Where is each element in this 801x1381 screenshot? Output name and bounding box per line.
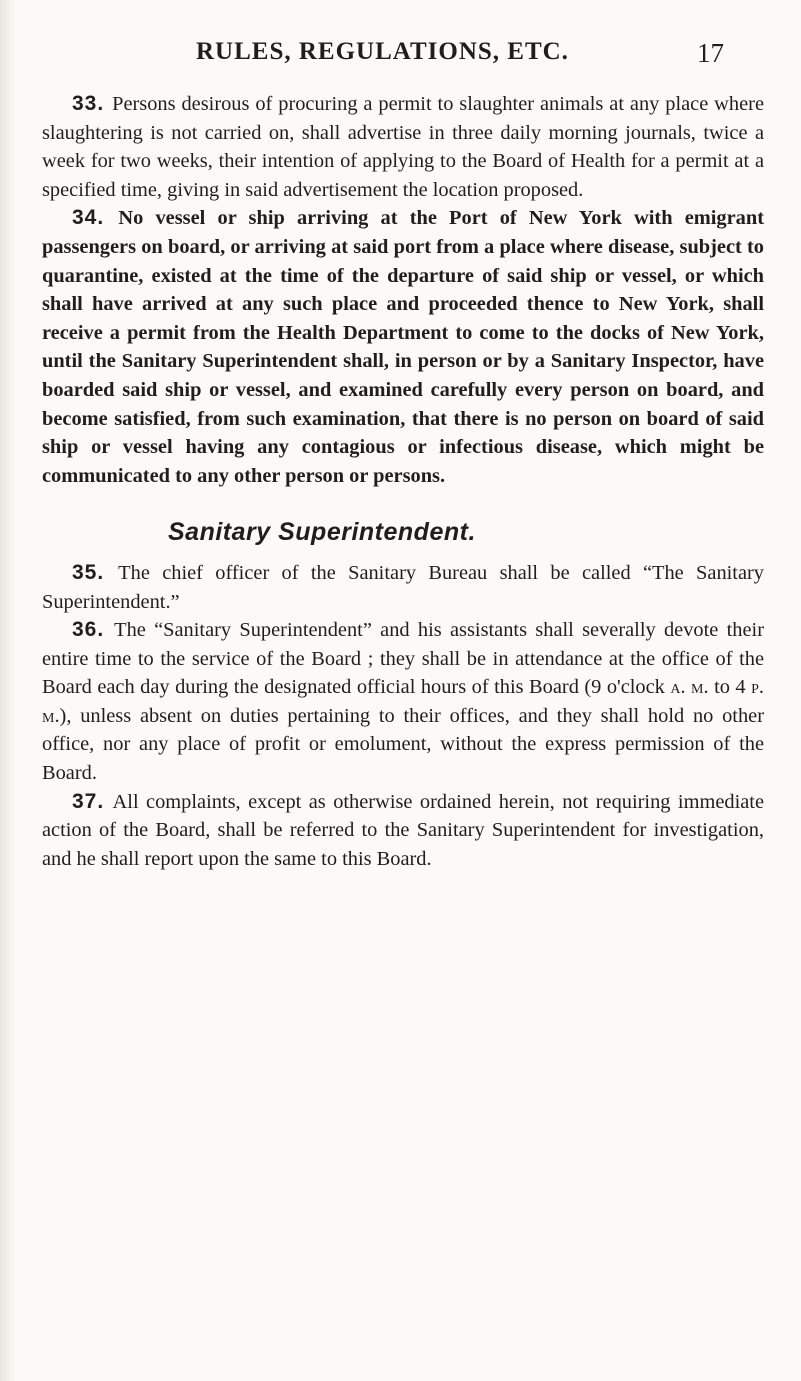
rule-text-mid: to 4 [708, 676, 752, 699]
time-am: a. m. [670, 676, 709, 699]
page-body [42, 90, 764, 873]
rule-33 [42, 90, 764, 204]
rule-number: 33. [72, 92, 105, 115]
rule-text: The chief officer of the Sanitary Bureau shall be called “The Sanitary Superintendent.” [42, 561, 765, 613]
page-edge-shadow [0, 0, 16, 1381]
rule-number: 34. [72, 206, 105, 230]
running-head-title: RULES, REGULATIONS, ETC. [196, 38, 569, 65]
rule-number: 37. [72, 789, 105, 813]
rule-text: The “Sanitary Superintendent” and his assistants shall severally devote their entire time to the service of the Board ; they shall be in attendance at the office of the Board each day during the designated official hours of this Board (9 o'clock [42, 619, 764, 699]
time-pm: p. m. [42, 676, 765, 727]
rule-36 [42, 616, 764, 788]
rule-number: 36. [72, 618, 105, 642]
rule-text: No vessel or ship arriving at the Port of New York with emigrant passengers on board, or arriving at said port from a place where disease, subject to quarantine, existed at the time of the departure of said ship or vessel, or which shall have arrived at any such place and proceeded thence to New York, shall receive a permit from the Health Department to come to the docks of New York, until the Sanitary Superintendent shall, in person or by a Sanitary Inspector, have boarded said ship or vessel, and examined carefully every person on board, and become satisfied, from such examination, that there is no person on board of said ship or vessel having any contagious or infectious disease, which might be communicated to any other person or persons. [42, 207, 764, 487]
rule-35 [42, 559, 764, 616]
rule-text: All complaints, except as otherwise ordained herein, not requiring immediate action of the Board, shall be referred to the Sanitary Superintendent for investigation, and he shall report upon the same to this Board. [42, 790, 764, 870]
rule-text-end: ), unless absent on duties pertaining to their offices, and they shall hold no other office, nor any place of profit or emolument, without the express permission of the Board. [42, 704, 764, 785]
running-header [0, 38, 801, 78]
page-number: 17 [697, 38, 724, 68]
rule-text: Persons desirous of procuring a permit to slaughter animals at any place where slaughtering is not carried on, shall advertise in three daily morning journals, twice a week for two weeks, their intention of applying to the Board of Health for a permit at a specified time, giving in said advertisement the location proposed. [42, 93, 764, 201]
section-heading: Sanitary Superintendent. [168, 518, 476, 547]
rule-34 [42, 204, 764, 490]
rule-number: 35. [72, 560, 105, 584]
rule-37 [42, 788, 764, 874]
